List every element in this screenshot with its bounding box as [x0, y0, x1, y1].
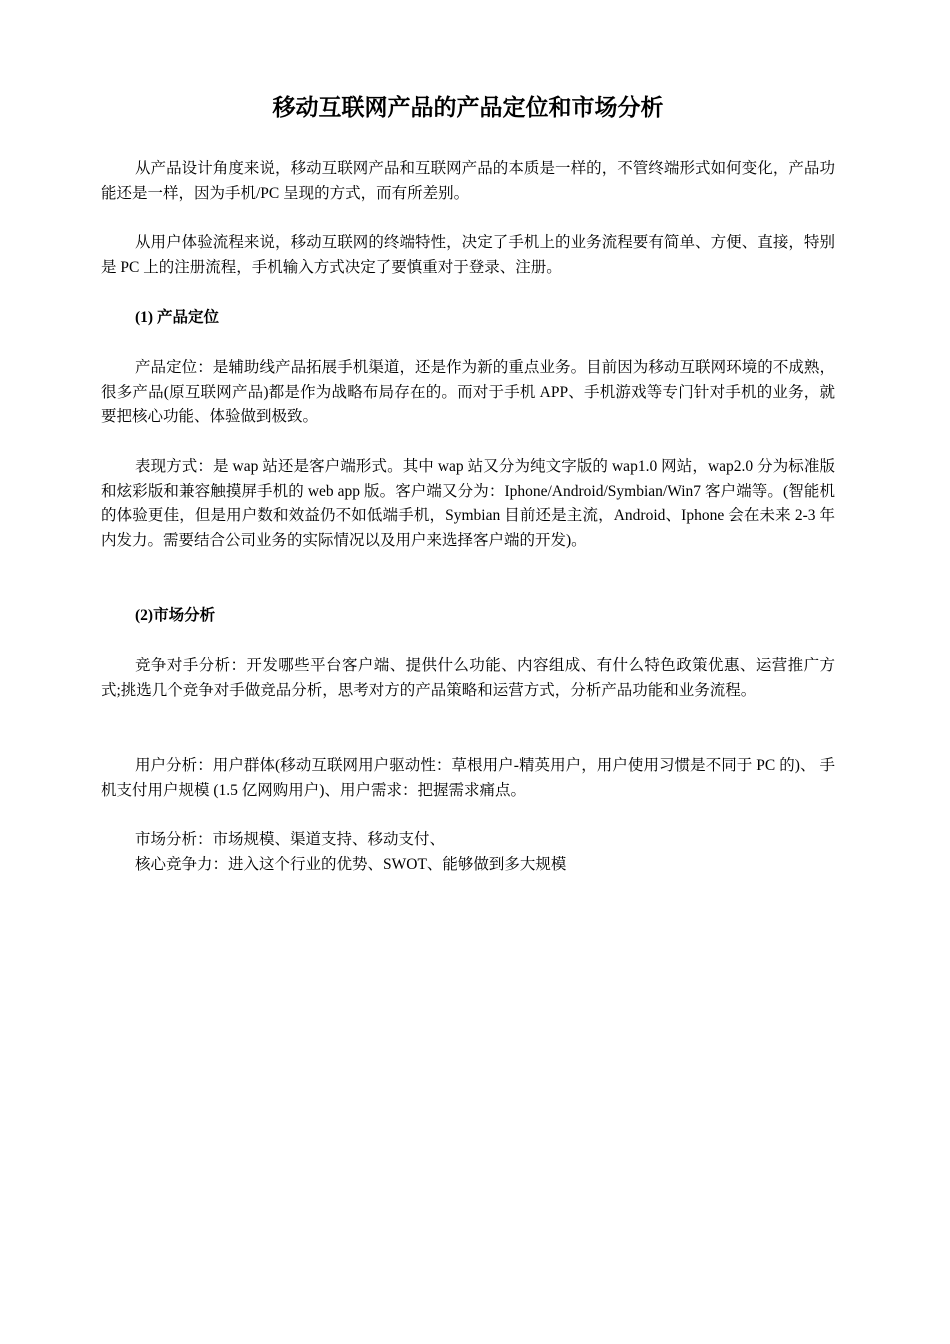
line-core-competitiveness: 核心竞争力：进入这个行业的优势、SWOT、能够做到多大规模 [135, 856, 567, 873]
intro-paragraph-design: 从产品设计角度来说，移动互联网产品和互联网产品的本质是一样的，不管终端形式如何变化，产品功能还是一样，因为手机/PC 呈现的方式，而有所差别。 [101, 160, 835, 202]
intro-paragraph-ux: 从用户体验流程来说，移动互联网的终端特性，决定了手机上的业务流程要有简单、方便、直接，特别是 PC 上的注册流程，手机输入方式决定了要慎重对于登录、注册。 [101, 234, 835, 276]
section-heading-market: (2)市场分析 [135, 607, 216, 624]
paragraph-positioning: 产品定位：是辅助线产品拓展手机渠道，还是作为新的重点业务。目前因为移动互联网环境的不成熟，很多产品(原互联网产品)都是作为战略布局存在的。而对于手机 APP、手机游戏等专门针对手机的业务，就要把核心功能、体验做到极致。 [101, 359, 835, 425]
paragraph-user-analysis: 用户分析：用户群体(移动互联网用户驱动性：草根用户-精英用户，用户使用习惯是不同于 PC 的)、 手机支付用户规模 (1.5 亿网购用户)、用户需求：把握需求痛点。 [101, 757, 835, 799]
paragraph-competitor-analysis: 竞争对手分析：开发哪些平台客户端、提供什么功能、内容组成、有什么特色政策优惠、运营推广方式;挑选几个竞争对手做竞品分析，思考对方的产品策略和运营方式，分析产品功能和业务流程。 [101, 657, 835, 699]
paragraph-presentation: 表现方式：是 wap 站还是客户端形式。其中 wap 站又分为纯文字版的 wap1.0 网站，wap2.0 分为标准版和炫彩版和兼容触摸屏手机的 web app 版。客户端又分为：Iphone/Android/Symbian/Win7 客户端等。(智能机的体验更佳，但是用户数和效益仍不如低端手机，Symbian 目前还是主流，Android、Iphone 会在未来 2-3 年内发力。需要结合公司业务的实际情况以及用户来选择客户端的开发)。 [101, 458, 835, 549]
line-market-analysis: 市场分析：市场规模、渠道支持、移动支付、 [135, 831, 446, 848]
document-title: 移动互联网产品的产品定位和市场分析 [272, 95, 664, 121]
section-heading-positioning: (1) 产品定位 [135, 309, 219, 326]
